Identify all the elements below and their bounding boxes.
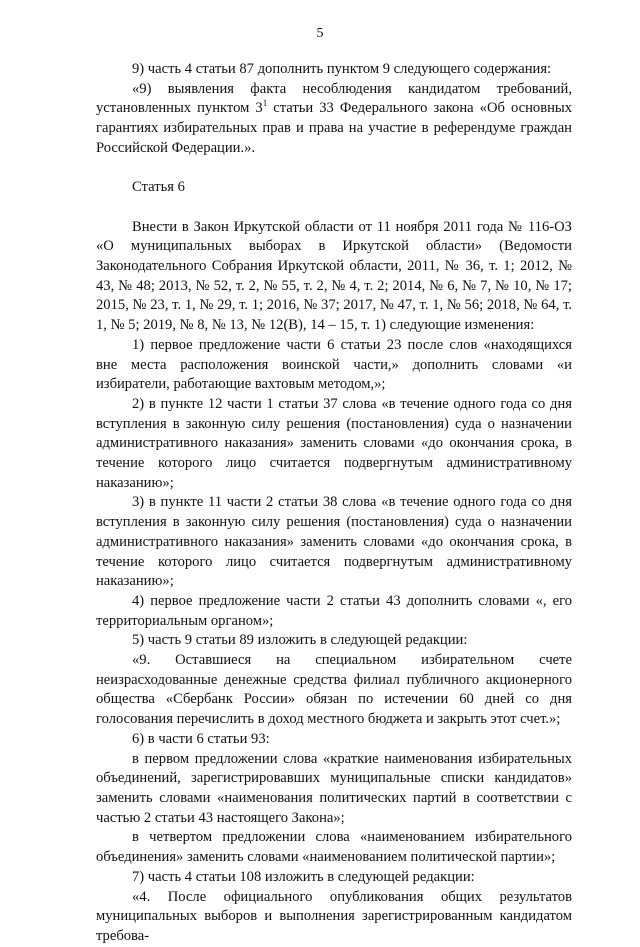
change-item: 3) в пункте 11 части 2 статьи 38 слова «в течение одного года со дня вступления в законную силу решения (постановления) суда о назначении административного наказания» заменить словами «до окончания срока, в течение которого лицо считается подвергнутым административному наказанию»;	[96, 494, 572, 590]
change-item: 1) первое предложение части 6 статьи 23 после слов «находящихся вне места расположения воинской части,» дополнить словами «и избиратели, работающие вахтовым методом,»;	[96, 336, 572, 393]
item-9-text-a: «9) выявления факта несоблюдения кандидатом требований, установленных пунктом 3	[96, 80, 572, 117]
item-9-text	[96, 80, 572, 159]
item-9-superscript: 1	[262, 98, 268, 109]
change-item: в первом предложении слова «краткие наименования избирательных объединений, зарегистрировавших муниципальные списки кандидатов» заменить словами «наименования политических партий в соответствии с частью 2 статьи 43 настоящего Закона»;	[96, 750, 572, 826]
change-item: 5) часть 9 статьи 89 изложить в следующей редакции:	[132, 632, 468, 649]
document-body	[96, 60, 572, 947]
change-item: 7) часть 4 статьи 108 изложить в следующей редакции:	[132, 868, 475, 885]
article-intro: Внести в Закон Иркутской области от 11 ноября 2011 года № 116-ОЗ «О муниципальных выборах в Иркутской области» (Ведомости Законодательного Собрания Иркутской области, 2011, № 36, т. 1; 2012, № 43, № 48; 2013, № 52, т. 2, № 55, т. 2, № 4, т. 2; 2014, № 6, № 7, № 10, № 17; 2015, № 23, т. 1, № 29, т. 1; 2016, № 37; 2017, № 47, т. 1, № 56; 2018, № 64, т. 1, № 5; 2019, № 8, № 13, № 12(В), 14 – 15, т. 1) следующие изменения:	[96, 218, 572, 334]
change-item: в четвертом предложении слова «наименованием избирательного объединения» заменить словами «наименованием политической партии»;	[96, 829, 572, 866]
change-item: «9. Оставшиеся на специальном избирательном счете неизрасходованные денежные средства филиал публичного акционерного общества «Сбербанк России» обязан по истечении 60 дней со дня голосования перечислить в доход местного бюджета и закрыть этот счет.»;	[96, 652, 572, 728]
article-heading: Статья 6	[132, 179, 185, 196]
item-9-text-b: статьи 33 Федерального закона «Об основных гарантиях избирательных прав и права на участие в референдуме граждан Российской Федерации.».	[96, 100, 572, 156]
change-item: «4. После официального опубликования общих результатов муниципальных выборов и выполнения зарегистрированным кандидатом требова-	[96, 888, 572, 944]
item-9-intro: 9) часть 4 статьи 87 дополнить пунктом 9 следующего содержания:	[132, 61, 552, 77]
change-item: 4) первое предложение части 2 статьи 43 дополнить словами «, его территориальным органом»;	[96, 592, 572, 629]
change-item: 2) в пункте 12 части 1 статьи 37 слова «в течение одного года со дня вступления в законную силу решения (постановления) суда о назначении административного наказания» заменить словами «до окончания срока, в течение которого лицо считается подвергнутым административному наказанию»;	[96, 395, 572, 491]
change-item: 6) в части 6 статьи 93:	[132, 730, 270, 747]
page-number: 5	[316, 26, 324, 41]
